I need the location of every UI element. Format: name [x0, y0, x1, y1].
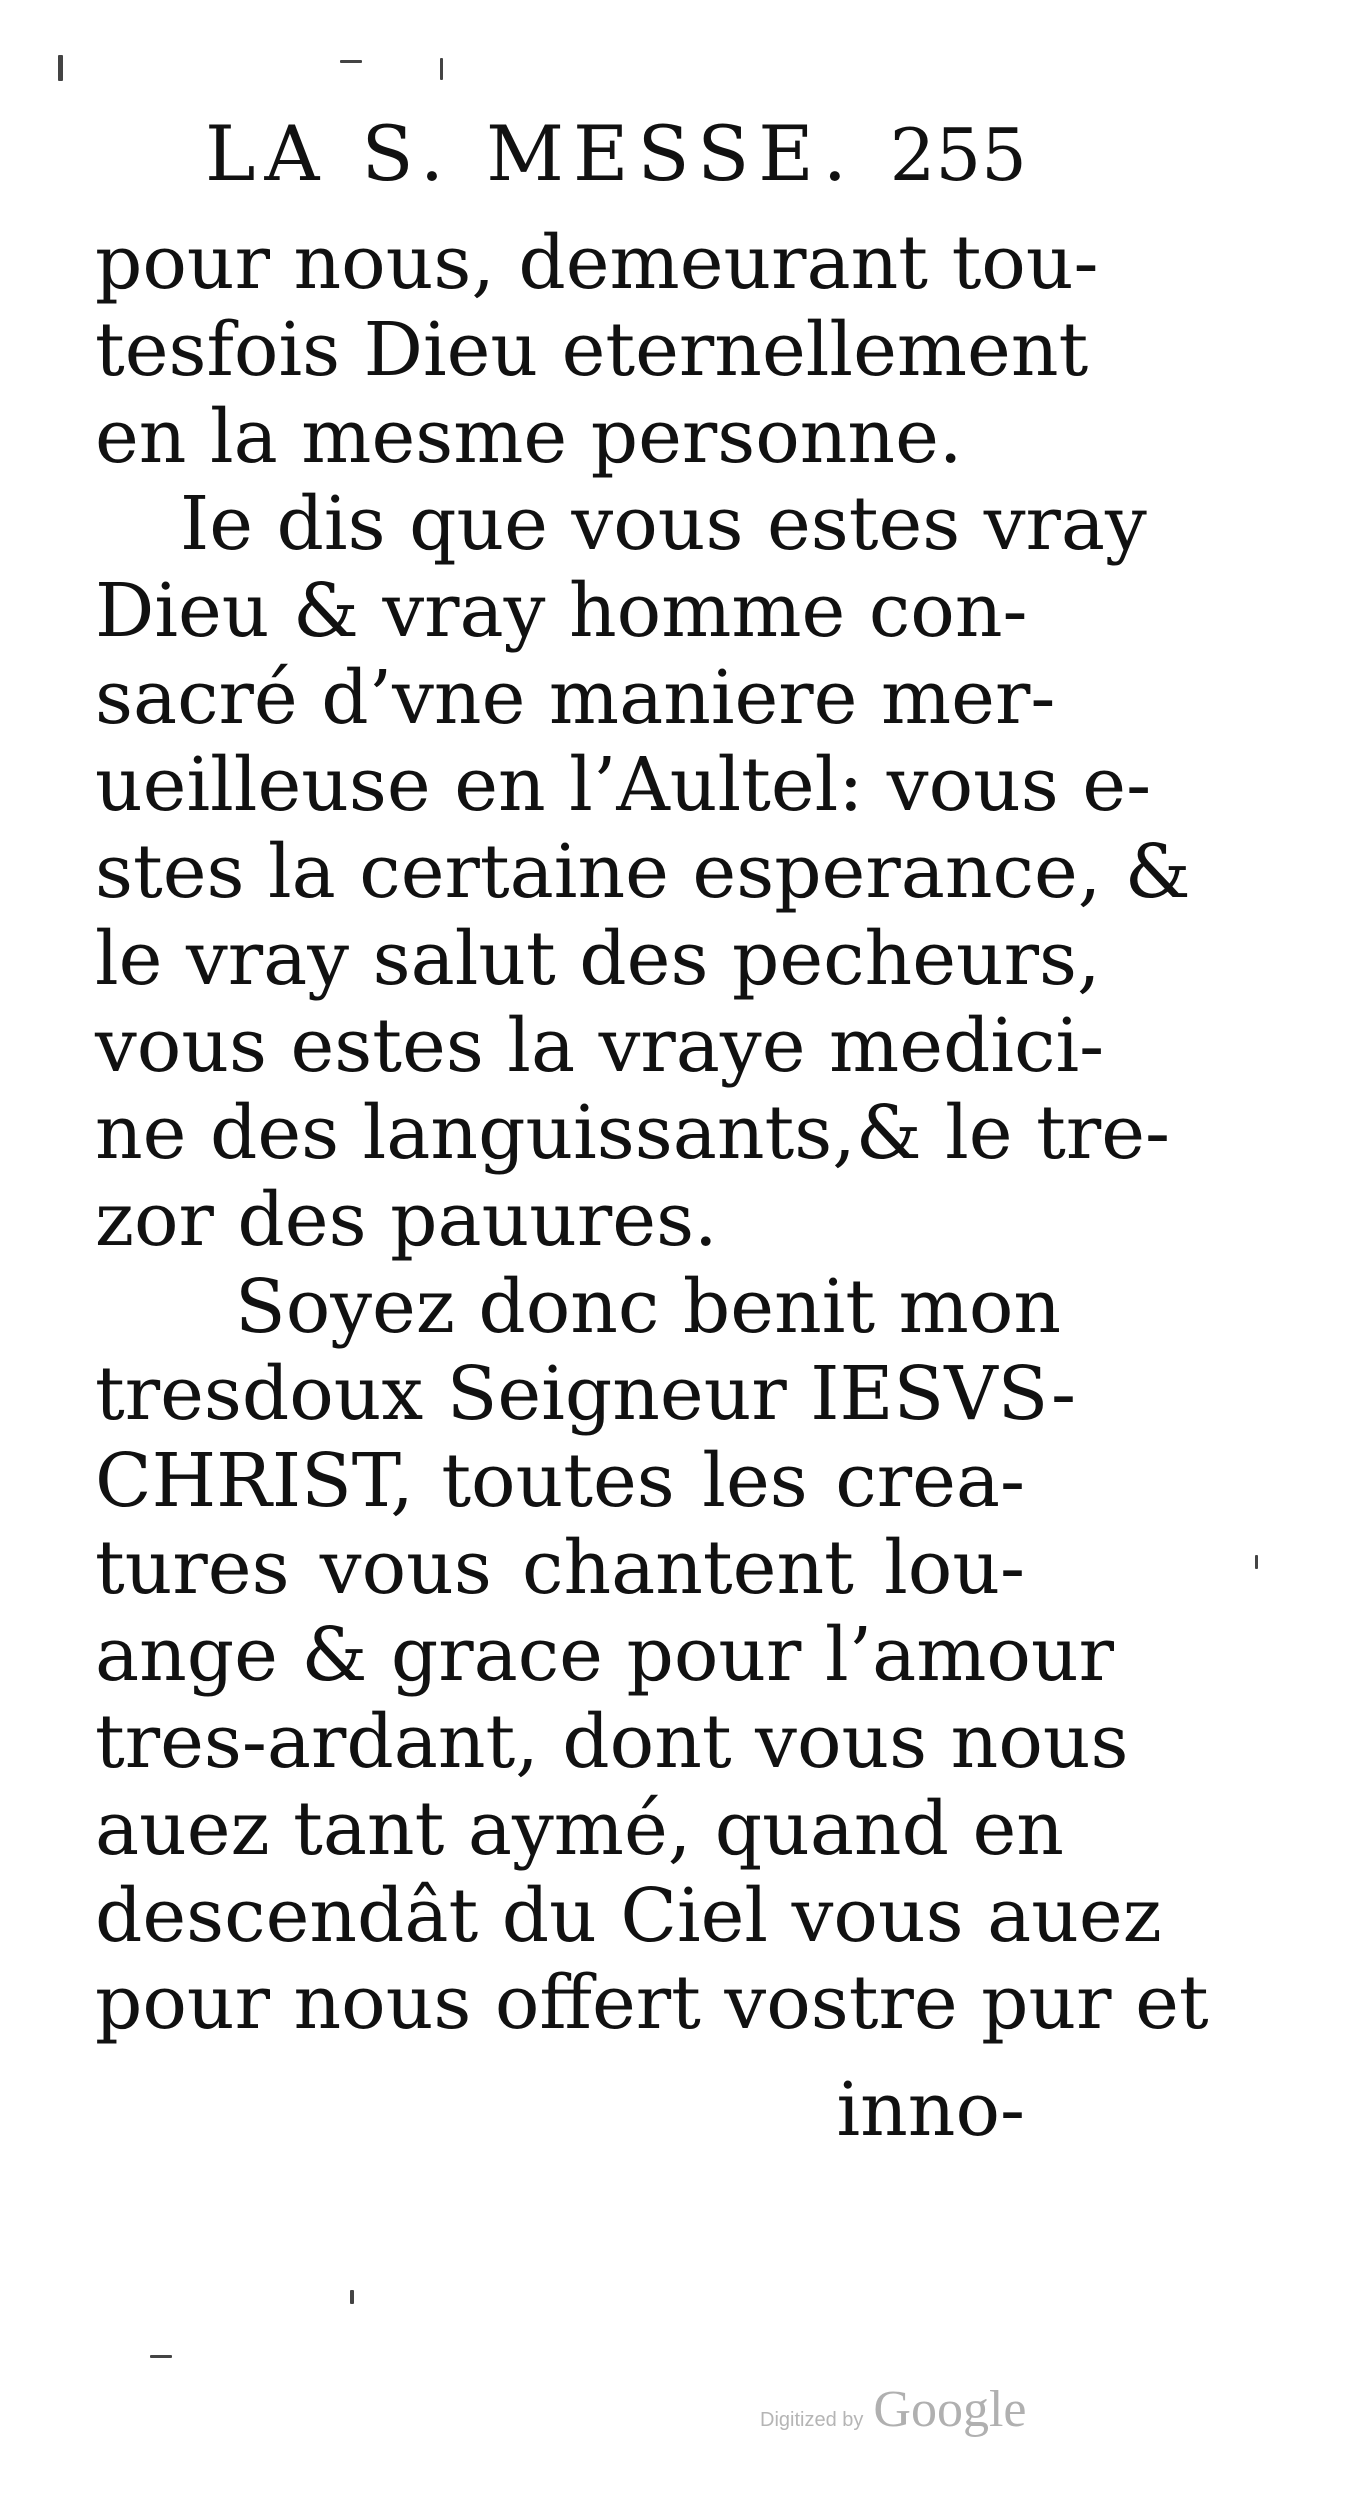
text-line: tesfois Dieu eternellement [95, 307, 1089, 393]
text-line: pour nous offert vostre pur et [95, 1960, 1209, 2046]
scan-speck [58, 55, 63, 81]
text-line: Ie dis que vous estes vray [180, 481, 1147, 567]
scan-speck [350, 2290, 354, 2304]
text-line: tures vous chantent lou- [95, 1525, 1025, 1611]
catchword: inno- [836, 2067, 1025, 2153]
text-line: zor des pauures. [95, 1177, 718, 1263]
text-line: le vray salut des pecheurs, [95, 916, 1101, 1002]
text-line: stes la certaine esperance, & [95, 829, 1191, 915]
google-watermark [760, 2380, 1026, 2439]
text-line: descendât du Ciel vous auez [95, 1873, 1162, 1959]
watermark-label: Digitized by [760, 2409, 864, 2431]
text-line: ange & grace pour l’amour [95, 1612, 1115, 1698]
watermark-brand: Google [873, 2381, 1027, 2438]
running-title: LA S. MESSE. [205, 109, 856, 198]
scan-speck [340, 60, 362, 63]
page-number: 255 [889, 113, 1027, 197]
scan-speck [1255, 1555, 1258, 1569]
text-line: tres-ardant, dont vous nous [95, 1699, 1129, 1785]
text-line: ne des languissants,& le tre- [95, 1090, 1171, 1176]
text-line: en la mesme personne. [95, 394, 963, 480]
text-line: Dieu & vray homme con- [95, 568, 1028, 654]
text-column [95, 109, 1209, 2154]
text-line: Soyez donc benit mon [235, 1264, 1062, 1350]
text-line: CHRIST, toutes les crea- [95, 1438, 1025, 1524]
scan-speck [150, 2355, 172, 2358]
scan-speck [440, 58, 443, 80]
text-line: auez tant aymé, quand en [95, 1786, 1064, 1872]
text-line: ueilleuse en l’Aultel: vous e- [95, 742, 1152, 828]
text-line: sacré d’vne maniere mer- [95, 655, 1056, 741]
text-line: pour nous, demeurant tou- [95, 220, 1099, 306]
text-line: tresdoux Seigneur IESVS- [95, 1351, 1077, 1437]
running-head [205, 109, 1027, 220]
text-line: vous estes la vraye medici- [95, 1003, 1105, 1089]
